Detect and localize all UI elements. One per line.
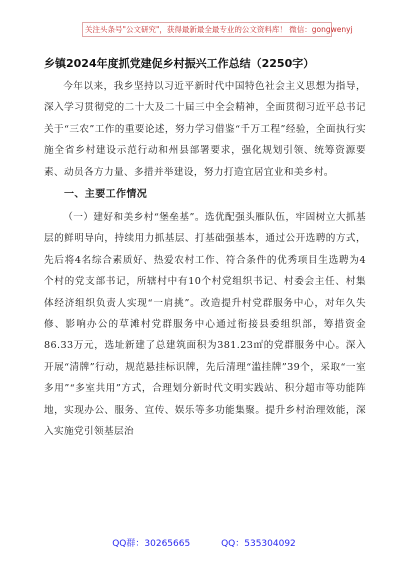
document-title: 乡镇2024年度抓党建促乡村振兴工作总结（2250字） xyxy=(44,57,315,70)
section-paragraph: （一）建好和美乡村“堡垒基”。选优配强头雁队伍，牢固树立大抓基层的鲜明导向，持续用力抓基层、打基础强基本，通过公开选聘的方式，先后将4名综合素质好、热爱农村工作、符合条件的优秀项目生选聘为4个村的党支部书记，所辖村中有10个村党组织书记、村委会主任、村集体经济组织负责人实现“一肩挑”。改造提升村党群服务中心，对年久失修、影响办公的草滩村党群服务中心通过衔接县委组织部，筹措资金86.33万元，选址新建了总建筑面积为381.23㎡的党群服务中心。深入开展“清牌”行动，规范悬挂标识牌，先后清理“滥挂牌”39个，采取“一室多用”“多室共用”方式，合理划分新时代文明实践站、积分超市等功能阵地，实现办公、服务、宣传、娱乐等多功能集聚。提升乡村治理效能，深入实施党引领基层治 xyxy=(44,212,366,438)
section-heading: 一、主要工作情况 xyxy=(64,189,148,201)
qq-contact-text: QQ：535304092 xyxy=(221,539,296,549)
qq-group-text: QQ群：30265665 xyxy=(112,539,191,549)
promo-banner: 关注头条号"公文研究"，获得最新最全最专业的公文资料库！ 微信：gongwenyj xyxy=(82,22,332,37)
footer-contacts xyxy=(0,536,408,549)
intro-paragraph: 今年以来，我乡坚持以习近平新时代中国特色社会主义思想为指导，深入学习贯彻党的二十大及二十届三中全会精神，全面贯彻习近平总书记关于“三农”工作的重要论述，努力学习借鉴“千万工程”经验，全面执行实施全省乡村建设示范行动和州县部署要求，强化规划引领、统筹资源要素、动员各方力量、多措并举建设，努力打造宜居宜业和美乡村。 xyxy=(44,81,366,178)
document-body xyxy=(44,76,366,443)
